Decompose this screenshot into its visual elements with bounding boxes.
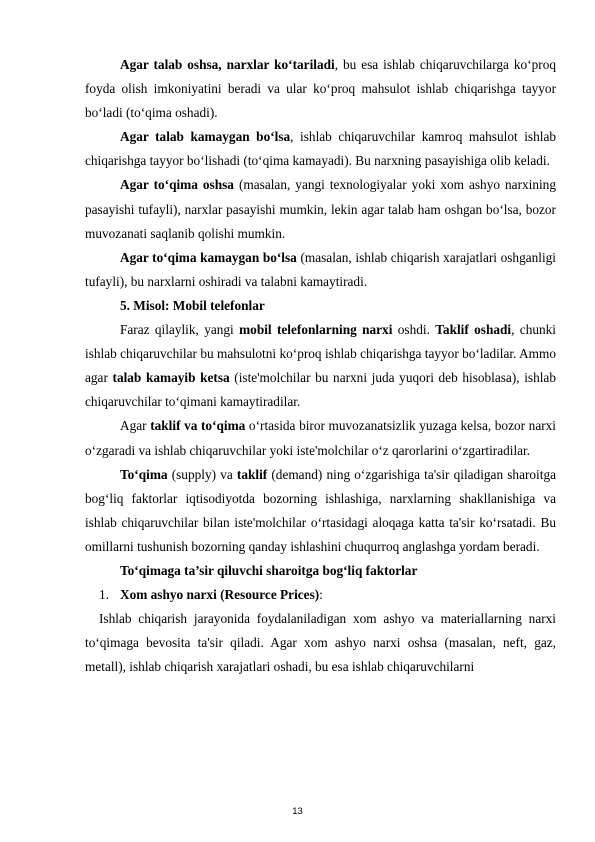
bold-text: 5. Misol: Mobil telefonlar [120, 297, 265, 313]
bold-text: Taklif oshadi [435, 322, 512, 338]
text-run: (demand) ning o‘zgarishiga ta'sir qiladigan sharoitga bog‘liq faktorlar iqtisodiyotda bozorning ishlashiga, narxlarning shakllanishiga va ishlab chiqaruvchilar bilan iste'molchilar o‘rtasidagi aloqaga katta ta'sir ko‘rsatadi. Bu omillarni tushunish bozorning qanday ishlashini chuqurroq anglashga yordam beradi. [85, 466, 556, 554]
text-run: : [319, 587, 323, 603]
text-run: , ishlab chiqaruvchilar kamroq mahsulot ishlab chiqarishga tayyor bo‘lishadi (to‘qima kamayadi). Bu narxning pasayishiga olib keladi. [85, 129, 556, 169]
text-run: oshdi. [392, 322, 436, 338]
bold-text: taklif [236, 466, 268, 482]
bold-text: Xom ashyo narxi (Resource Prices) [120, 587, 320, 603]
text-run: Ishlab chiqarish jarayonida foydalaniladigan xom ashyo va materiallarning narxi to‘qimaga bevosita ta'sir qiladi. Agar xom ashyo narxi oshsa (masalan, neft, gaz, metall), ishlab chiqarish xarajatlari oshadi, bu esa ishlab chiqaruvchilarni [85, 611, 556, 675]
text-run: (supply) va [167, 466, 237, 482]
text-run: , bu esa ishlab chiqaruvchilarga ko‘proq foyda olish imkoniyatini beradi va ular ko‘proq mahsulot ishlab chiqarishga tayyor bo‘ladi (to‘qima oshadi). [85, 57, 556, 121]
text-run: (masalan, ishlab chiqarish xarajatlari oshganligi tufayli), bu narxlarni oshiradi va talabni kamaytiradi. [85, 249, 557, 289]
list-item-text [120, 587, 323, 602]
bold-text: Agar talab kamaygan bo‘lsa [120, 129, 291, 145]
bold-text: Agar talab oshsa, narxlar ko‘tariladi [120, 57, 335, 72]
paragraph [85, 559, 556, 583]
paragraph [85, 294, 556, 318]
bold-text: Agar to‘qima oshsa [120, 177, 234, 193]
paragraph [85, 318, 556, 414]
text-run: o‘rtasida biror muvozanatsizlik yuzaga kelsa, bozor narxi o‘zgaradi va ishlab chiqaruvchilar yoki iste'molchilar o‘z qarorlarini o‘zgartiradilar. [85, 418, 556, 458]
bold-text: To‘qima [120, 466, 168, 482]
page-number: 13 [292, 806, 303, 817]
bold-text: Agar to‘qima kamaygan bo‘lsa [120, 249, 297, 265]
paragraph [85, 607, 556, 679]
list-item-number: 1. [99, 587, 109, 603]
text-run: (masalan, yangi texnologiyalar yoki xom ashyo narxining pasayishi tufayli), narxlar pasayishi mumkin, lekin agar talab ham oshgan bo‘lsa, bozor muvozanati saqlanib qolishi mumkin. [85, 177, 556, 241]
paragraph [85, 414, 556, 462]
paragraph [85, 246, 556, 294]
paragraph [85, 463, 556, 559]
document-page [85, 53, 556, 679]
bold-text: mobil telefonlarning narxi [239, 322, 393, 338]
text-run: Agar [120, 418, 151, 434]
text-run: (iste'molchilar bu narxni juda yuqori deb hisoblasa), ishlab chiqaruvchilar to‘qimani kamaytiradilar. [85, 370, 556, 410]
paragraph [85, 173, 556, 245]
paragraph [85, 125, 556, 173]
text-run: , chunki ishlab chiqaruvchilar bu mahsulotni ko‘proq ishlab chiqarishga tayyor bo‘ladilar. Ammo agar [85, 322, 556, 386]
bold-text: taklif va to‘qima [150, 418, 246, 434]
bold-text: To‘qimaga ta’sir qiluvchi sharoitga bog‘liq faktorlar [120, 562, 418, 578]
text-run: Faraz qilaylik, yangi [120, 322, 240, 338]
paragraph [85, 53, 556, 125]
body-text [85, 53, 556, 583]
bold-text: talab kamayib ketsa [112, 370, 230, 386]
list-item [85, 583, 556, 607]
